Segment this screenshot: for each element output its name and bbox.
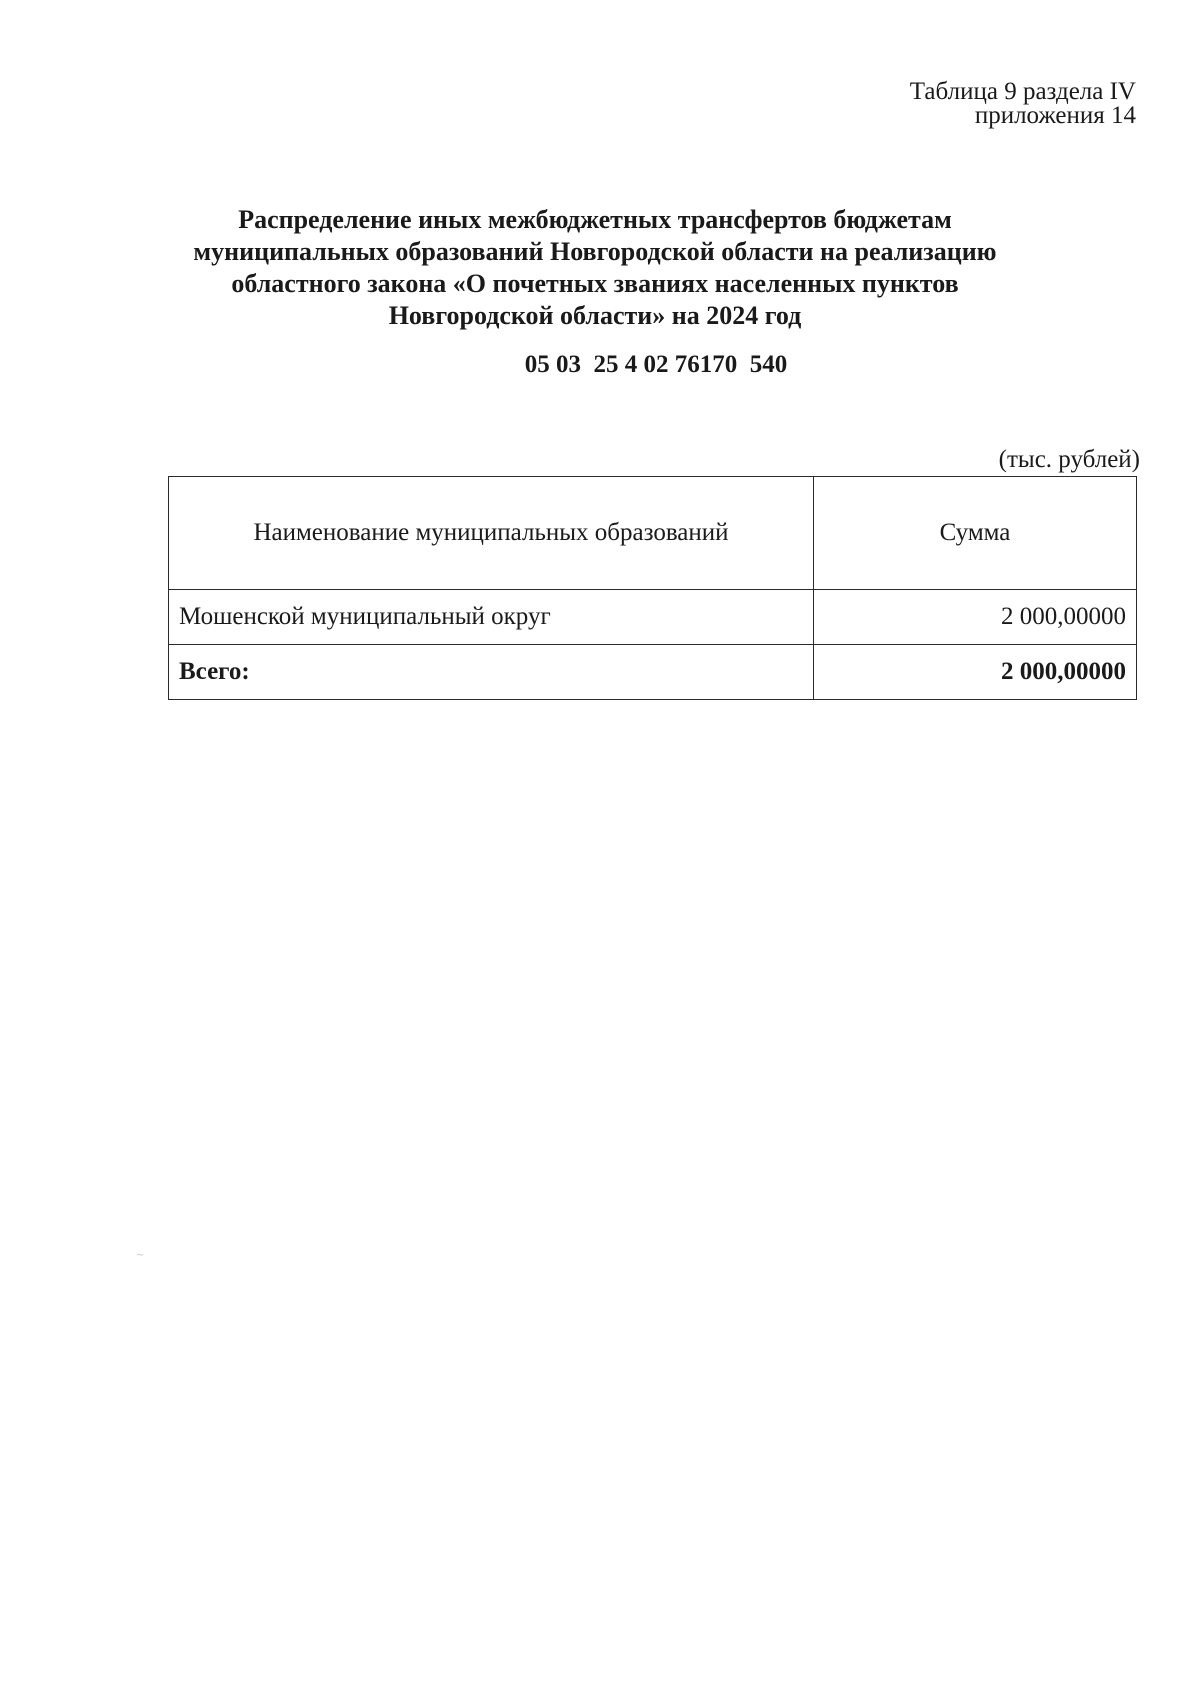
- column-header-amount: Сумма: [814, 477, 1137, 590]
- column-header-name: Наименование муниципальных образований: [169, 477, 814, 590]
- allocation-table: [168, 476, 1137, 700]
- total-label: Всего:: [169, 645, 814, 700]
- title-line-2: муниципальных образований Новгородской области на реализацию: [193, 237, 997, 266]
- table-row: [169, 590, 1137, 645]
- title-line-1: Распределение иных межбюджетных трансфертов бюджетам: [238, 205, 952, 234]
- total-row: [169, 645, 1137, 700]
- municipality-amount: 2 000,00000: [814, 590, 1137, 645]
- unit-label: (тыс. рублей): [998, 446, 1140, 473]
- total-amount: 2 000,00000: [814, 645, 1137, 700]
- title-line-3: областного закона «О почетных званиях населенных пунктов: [231, 269, 959, 298]
- title-line-4: Новгородской области» на 2024 год: [388, 301, 802, 330]
- table-reference: [910, 80, 1136, 128]
- municipality-name: Мошенской муниципальный округ: [169, 590, 814, 645]
- scan-artifact-mark: ~: [136, 1250, 145, 1261]
- budget-classification-code: 05 03 25 4 02 76170 540: [524, 351, 788, 378]
- table-reference-line-2: приложения 14: [974, 102, 1136, 129]
- table-header-row: [169, 477, 1137, 590]
- table-reference-line-1: Таблица 9 раздела IV: [909, 78, 1136, 105]
- document-title: [100, 204, 1090, 332]
